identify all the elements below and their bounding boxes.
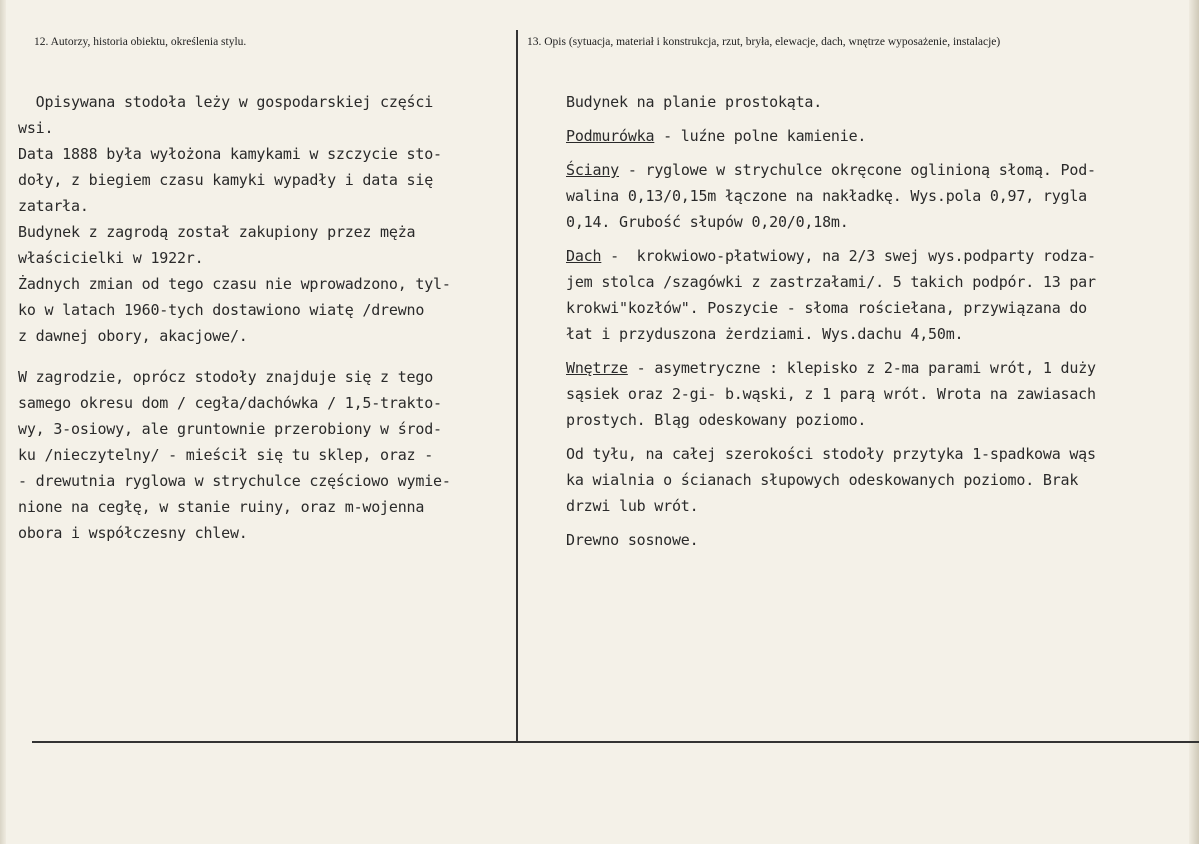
roof-line bbox=[566, 243, 1096, 269]
text-line: nione na cegłę, w stanie ruiny, oraz m-wojenna bbox=[18, 498, 425, 516]
text-line: Żadnych zmian od tego czasu nie wprowadzono, tyl- bbox=[18, 275, 451, 293]
interior-line bbox=[566, 355, 1096, 381]
text-line: zatarła. bbox=[18, 197, 89, 215]
section-12-header: 12. Autorzy, historia obiektu, określenia stylu. bbox=[34, 36, 247, 48]
text-line: - drewutnia ryglowa w strychulce częściowo wymie- bbox=[18, 472, 451, 490]
text-line: prostych. Bląg odeskowany poziomo. bbox=[566, 411, 867, 429]
text-line: Opisywana stodoła leży w gospodarskiej części bbox=[18, 93, 434, 111]
interior-text: - asymetryczne : klepisko z 2-ma parami wrót, 1 duży bbox=[627, 359, 1096, 377]
text-line: Budynek z zagrodą został zakupiony przez męża bbox=[18, 223, 416, 241]
walls-text: - ryglowe w strychulce okręcone oglinioną słomą. Pod- bbox=[619, 161, 1096, 179]
text-line: krokwi"kozłów". Poszycie - słoma rościełana, przywiązana do bbox=[566, 299, 1088, 317]
paragraph-gap bbox=[566, 149, 1096, 157]
walls-label: Ściany bbox=[566, 161, 619, 179]
text-line: doły, z biegiem czasu kamyki wypadły i data się bbox=[18, 171, 434, 189]
text-line: ko w latach 1960-tych dostawiono wiatę /drewno bbox=[18, 301, 425, 319]
bottom-rule bbox=[32, 741, 1199, 743]
text-line: walina 0,13/0,15m łączone na nakładkę. Wys.pola 0,97, rygla bbox=[566, 187, 1088, 205]
roof-label: Dach bbox=[566, 247, 602, 265]
paragraph-gap bbox=[566, 519, 1096, 527]
paragraph-gap bbox=[566, 115, 1096, 123]
foundation-text: - luźne polne kamienie. bbox=[654, 127, 867, 145]
text-line: ka wialnia o ścianach słupowych odeskowanych poziomo. Brak bbox=[566, 471, 1079, 489]
section-13-header: 13. Opis (sytuacja, materiał i konstrukcja, rzut, bryła, elewacje, dach, wnętrze wyposażenie, instalacje) bbox=[527, 36, 1001, 48]
text-line: sąsiek oraz 2-gi- b.wąski, z 1 parą wrót. Wrota na zawiasach bbox=[566, 385, 1096, 403]
column-divider bbox=[516, 30, 518, 742]
text-line: 0,14. Grubość słupów 0,20/0,18m. bbox=[566, 213, 849, 231]
interior-label: Wnętrze bbox=[566, 359, 628, 377]
text-line: drzwi lub wrót. bbox=[566, 497, 699, 515]
text-line: wy, 3-osiowy, ale gruntownie przerobiony w środ- bbox=[18, 420, 442, 438]
card-left-edge bbox=[0, 0, 6, 844]
card-right-edge bbox=[1189, 0, 1199, 844]
paragraph-gap bbox=[566, 235, 1096, 243]
text-line: Drewno sosnowe. bbox=[566, 531, 699, 549]
walls-line bbox=[566, 157, 1096, 183]
text-line: Od tyłu, na całej szerokości stodoły przytyka 1-spadkowa wąs bbox=[566, 445, 1096, 463]
text-line: W zagrodzie, oprócz stodoły znajduje się z tego bbox=[18, 368, 434, 386]
foundation-label: Podmurówka bbox=[566, 127, 655, 145]
text-line: z dawnej obory, akacjowe/. bbox=[18, 327, 248, 345]
text-line: łat i przyduszona żerdziami. Wys.dachu 4,50m. bbox=[566, 325, 964, 343]
text-line: Data 1888 była wyłożona kamykami w szczycie sto- bbox=[18, 145, 442, 163]
foundation-line bbox=[566, 123, 1096, 149]
text-line: samego okresu dom / cegła/dachówka / 1,5-trakto- bbox=[18, 394, 442, 412]
text-line: jem stolca /szagówki z zastrzałami/. 5 takich podpór. 13 par bbox=[566, 273, 1096, 291]
description-text bbox=[566, 89, 1096, 553]
text-line: ku /nieczytelny/ - mieścił się tu sklep, oraz - bbox=[18, 446, 434, 464]
text-line: właścicielki w 1922r. bbox=[18, 249, 204, 267]
paragraph-gap bbox=[566, 347, 1096, 355]
roof-text: - krokwiowo-płatwiowy, na 2/3 swej wys.podparty rodza- bbox=[601, 247, 1096, 265]
paragraph-gap bbox=[566, 433, 1096, 441]
text-line: wsi. bbox=[18, 119, 54, 137]
paragraph-gap bbox=[18, 349, 451, 364]
text-line: obora i współczesny chlew. bbox=[18, 524, 248, 542]
text-line: Budynek na planie prostokąta. bbox=[566, 93, 823, 111]
authors-history-text bbox=[18, 89, 451, 546]
